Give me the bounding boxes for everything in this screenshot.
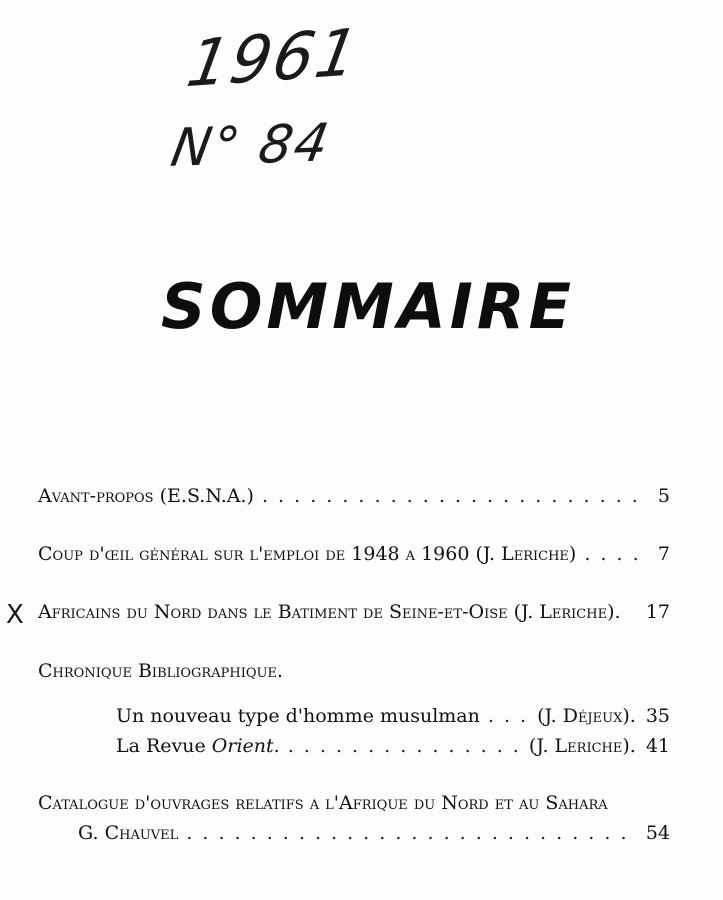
toc-entry-title: Coup d'œil général sur l'emploi de 1948 a 1960 (J. Leriche) (38, 543, 577, 565)
handwritten-issue-number: N° 84 (166, 113, 335, 179)
toc-entry-page: 41 (645, 735, 670, 757)
title-suffix: . (273, 735, 280, 757)
section-heading-catalogue: Catalogue d'ouvrages relatifs a l'Afrique du Nord et au Sahara (38, 792, 608, 814)
toc-entry-homme-musulman (116, 705, 670, 727)
toc-entry-title: Avant-propos (E.S.N.A.) (38, 485, 254, 507)
toc-entry-author: (J. Leriche). (528, 735, 636, 757)
toc-entry-avant-propos (38, 485, 670, 507)
toc-entry-page: 54 (645, 822, 670, 844)
dot-leader (288, 735, 521, 757)
page-title: SOMMAIRE (161, 270, 575, 343)
toc-entry-title: Africains du Nord dans le Batiment de Seine-et-Oise (J. Leriche). (38, 601, 621, 623)
dot-leader (584, 543, 638, 565)
toc-entry-page: 5 (657, 485, 670, 507)
title-prefix: La Revue (116, 735, 212, 757)
title-italic: Orient (211, 735, 274, 757)
toc-entry-page: 35 (645, 705, 670, 727)
toc-entry-author: (J. Déjeux). (537, 705, 636, 727)
toc-entry-page: 17 (645, 601, 670, 623)
toc-entry-revue-orient (116, 735, 670, 757)
dot-leader (262, 485, 638, 507)
handwritten-x-mark: X (6, 600, 24, 630)
toc-entry-coup-doeil (38, 543, 670, 565)
toc-entry-title (116, 735, 280, 757)
toc-entry-title: Un nouveau type d'homme musulman (116, 705, 480, 727)
toc-entry-title: G. Chauvel (78, 822, 179, 844)
toc-entry-chauvel (78, 822, 670, 844)
handwritten-year: 1961 (181, 15, 366, 103)
section-heading-bibliography: Chronique Bibliographique. (38, 660, 283, 682)
dot-leader (488, 705, 529, 727)
toc-entry-page: 7 (657, 543, 670, 565)
toc-entry-africains-du-nord (38, 601, 670, 623)
dot-leader (186, 822, 638, 844)
